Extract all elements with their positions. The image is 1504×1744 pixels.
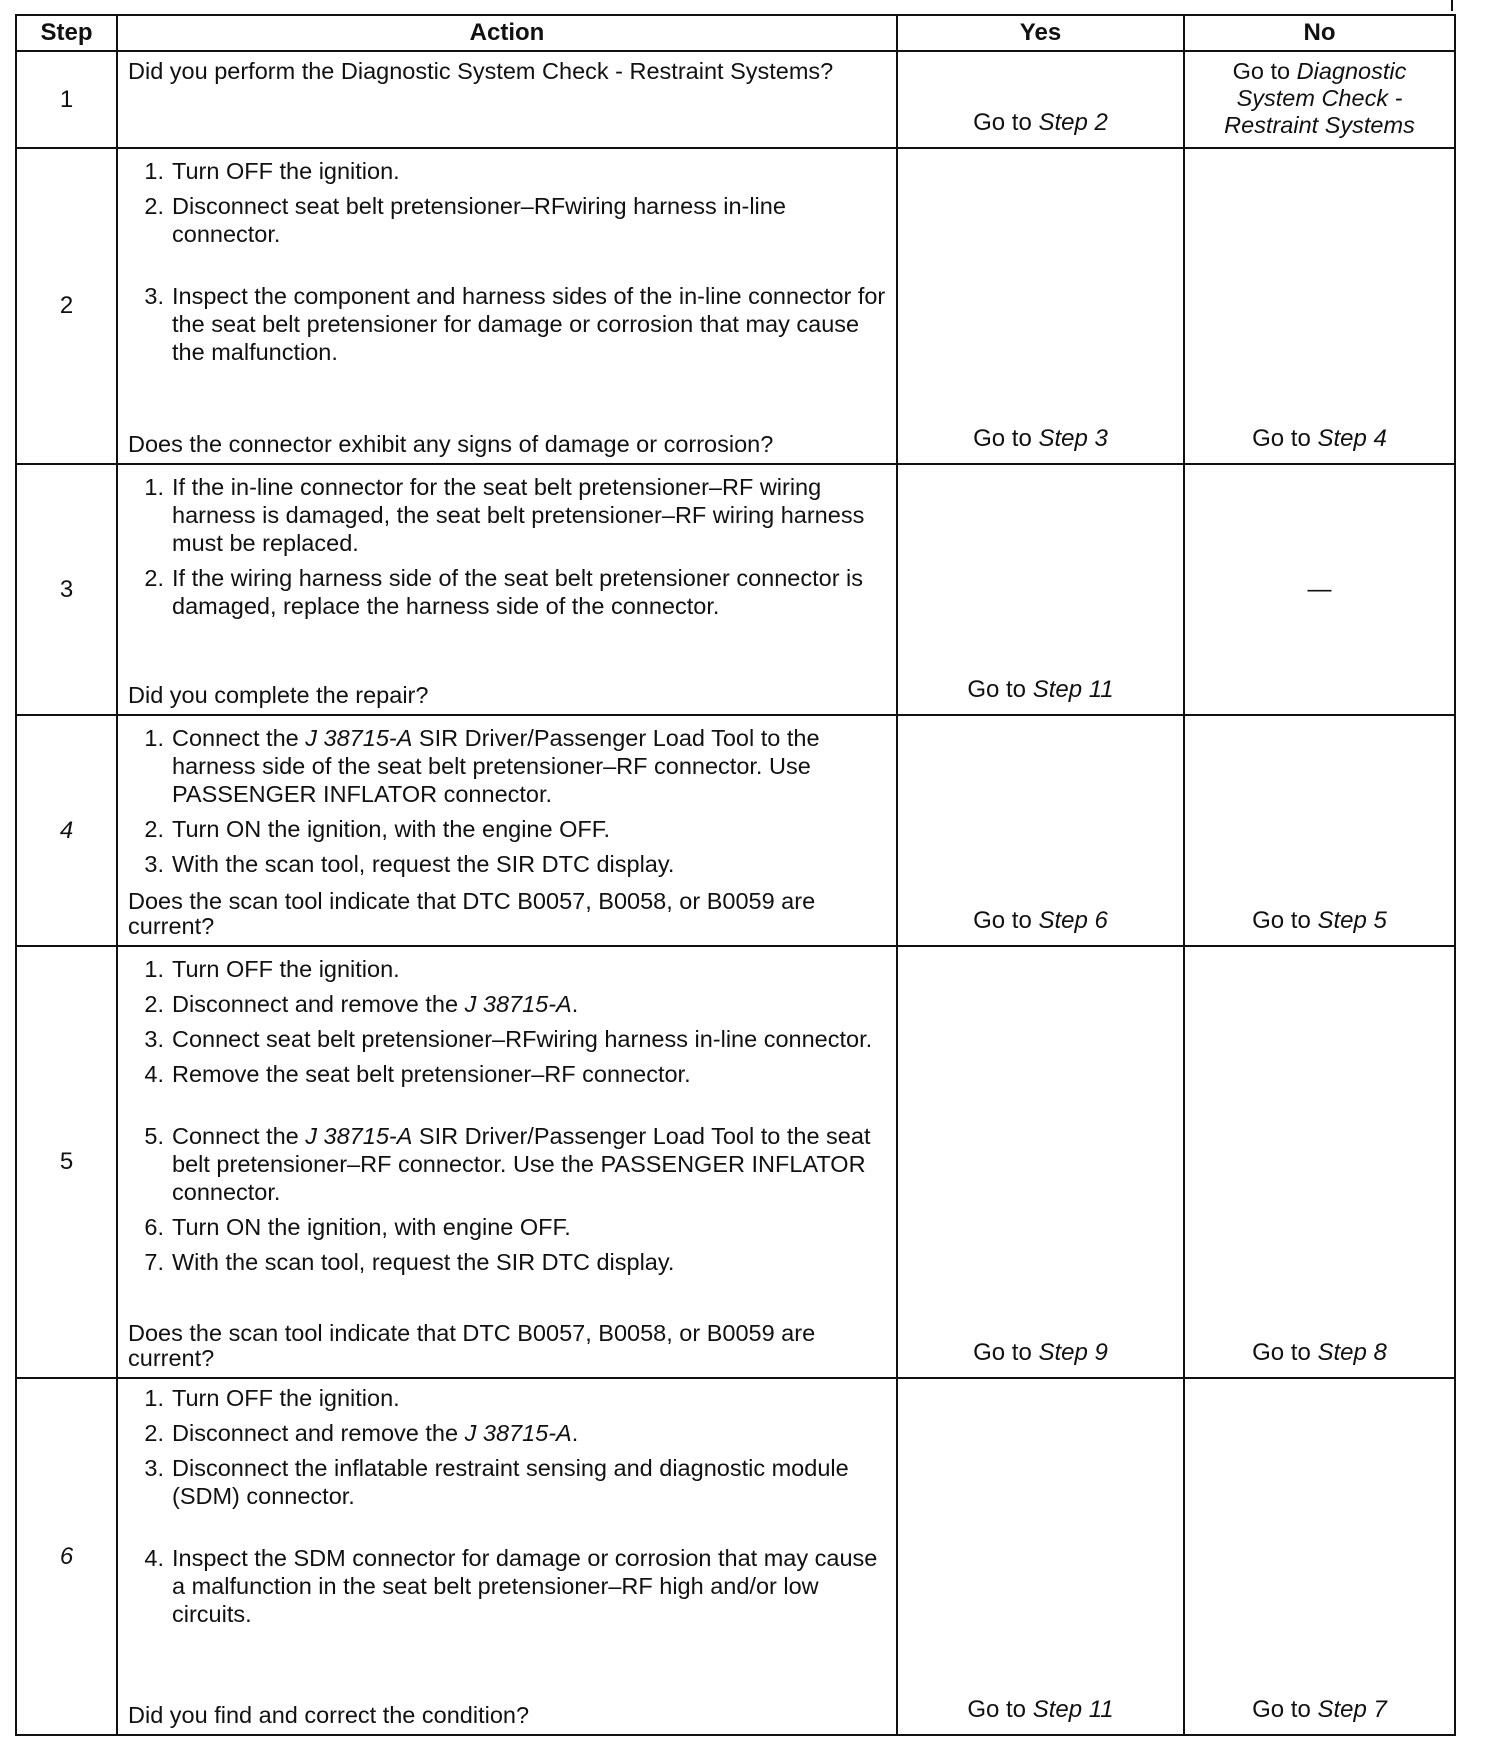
yes-cell: Go to Step 11 [897,464,1184,715]
action-cell [117,51,897,148]
action-question: Does the connector exhibit any signs of damage or corrosion? [128,431,774,457]
header-row [16,15,1455,51]
yes-link[interactable]: Step 11 [1032,1696,1114,1723]
list-item: 1. Turn OFF the ignition. [144,158,400,184]
list-item: 5. Connect the J 38715-A SIR Driver/Passenger Load Tool to the seat belt pretensioner–RF connector. Use the PASSENGER INFLATOR connector. [144,1123,871,1205]
list-item: 6. Turn ON the ignition, with engine OFF. [144,1214,571,1240]
no-link[interactable]: Step 7 [1317,1696,1387,1723]
table-row [16,946,1455,1378]
margin-tick-mark [1451,0,1453,11]
yes-cell: Go to Step 11 [897,1378,1184,1735]
action-cell [117,946,897,1378]
step-number: 4 [16,715,117,946]
no-cell: Go to Step 8 [1184,946,1455,1378]
list-item: 3. Inspect the component and harness sides of the in-line connector for the seat belt pretensioner for damage or corrosion that may cause the malfunction. [144,283,886,365]
tool-reference: J 38715-A [464,1420,572,1446]
action-question: Does the scan tool indicate that DTC B0057, B0058, or B0059 are current? [128,1320,816,1371]
list-item: 2. Turn ON the ignition, with the engine OFF. [144,816,611,842]
go-to-text: Go to [1232,58,1291,84]
list-item: 3. Connect seat belt pretensioner–RFwiring harness in-line connector. [144,1026,873,1052]
tool-reference: J 38715-A [305,1123,413,1149]
action-question: Did you perform the Diagnostic System Check - Restraint Systems? [128,58,834,84]
yes-link[interactable]: Step 6 [1038,907,1108,934]
list-item: 3. With the scan tool, request the SIR DTC display. [144,851,675,877]
action-list [128,157,886,373]
action-cell [117,148,897,464]
no-link[interactable]: Step 8 [1317,1339,1387,1366]
step-number: 2 [16,148,117,464]
step-number: 3 [16,464,117,715]
list-item: 1. Connect the J 38715-A SIR Driver/Passenger Load Tool to the harness side of the seat belt pretensioner–RF connector. Use PASSENGER INFLATOR connector. [144,725,820,807]
action-question: Did you find and correct the condition? [128,1702,530,1728]
go-to-text: Go to [973,109,1032,136]
no-cell: Go to Step 5 [1184,715,1455,946]
header-action: Action [117,15,897,51]
step-number: 5 [16,946,117,1378]
list-item: 2. Disconnect and remove the J 38715-A. [144,991,579,1017]
list-item: 4. Inspect the SDM connector for damage or corrosion that may cause a malfunction in the seat belt pretensioner–RF high and/or low circuits. [144,1545,878,1627]
no-link[interactable]: Step 5 [1317,907,1387,934]
action-list [128,724,886,885]
no-cell: Go to Step 4 [1184,148,1455,464]
action-question: Does the scan tool indicate that DTC B0057, B0058, or B0059 are current? [128,888,816,939]
yes-link[interactable]: Step 3 [1038,425,1108,452]
list-item: 1. Turn OFF the ignition. [144,956,400,982]
list-item: 7. With the scan tool, request the SIR DTC display. [144,1249,675,1275]
action-cell [117,1378,897,1735]
no-link-line3[interactable]: Restraint Systems [1224,112,1415,138]
step-number: 6 [16,1378,117,1735]
list-item: 2. Disconnect seat belt pretensioner–RFwiring harness in-line connector. [144,193,786,247]
action-list [128,473,886,627]
list-item: 4. Remove the seat belt pretensioner–RF connector. [144,1061,691,1087]
diagnostic-table [15,14,1456,1736]
action-list [128,1384,886,1635]
list-item: 3. Disconnect the inflatable restraint sensing and diagnostic module (SDM) connector. [144,1455,849,1509]
no-cell [1184,464,1455,715]
action-cell [117,715,897,946]
header-no: No [1184,15,1455,51]
list-item: 1. Turn OFF the ignition. [144,1385,400,1411]
no-cell: Go to Step 7 [1184,1378,1455,1735]
yes-cell [897,51,1184,148]
list-item: 1. If the in-line connector for the seat belt pretensioner–RF wiring harness is damaged, the seat belt pretensioner–RF wiring harness must be replaced. [144,474,865,556]
yes-cell: Go to Step 6 [897,715,1184,946]
action-cell [117,464,897,715]
no-action-dash: — [1307,575,1332,603]
yes-link[interactable]: Step 11 [1032,676,1114,703]
list-item: 2. If the wiring harness side of the seat belt pretensioner connector is damaged, replace the harness side of the connector. [144,565,864,619]
no-link-line1[interactable]: Diagnostic [1296,58,1407,84]
action-question: Did you complete the repair? [128,682,429,708]
yes-link[interactable]: Step 2 [1038,109,1108,136]
table-row [16,464,1455,715]
step-number: 1 [16,51,117,148]
list-item: 2. Disconnect and remove the J 38715-A. [144,1420,579,1446]
tool-reference: J 38715-A [464,991,572,1017]
yes-link[interactable]: Step 9 [1038,1339,1108,1366]
table-row [16,1378,1455,1735]
table-row [16,148,1455,464]
no-link[interactable]: Step 4 [1317,425,1387,452]
header-yes: Yes [897,15,1184,51]
no-link-line2[interactable]: System Check - [1236,85,1403,111]
no-cell [1184,51,1455,148]
action-list [128,955,886,1283]
header-step: Step [16,15,117,51]
yes-cell: Go to Step 9 [897,946,1184,1378]
yes-cell: Go to Step 3 [897,148,1184,464]
table-row [16,51,1455,148]
table-row [16,715,1455,946]
tool-reference: J 38715-A [305,725,413,751]
